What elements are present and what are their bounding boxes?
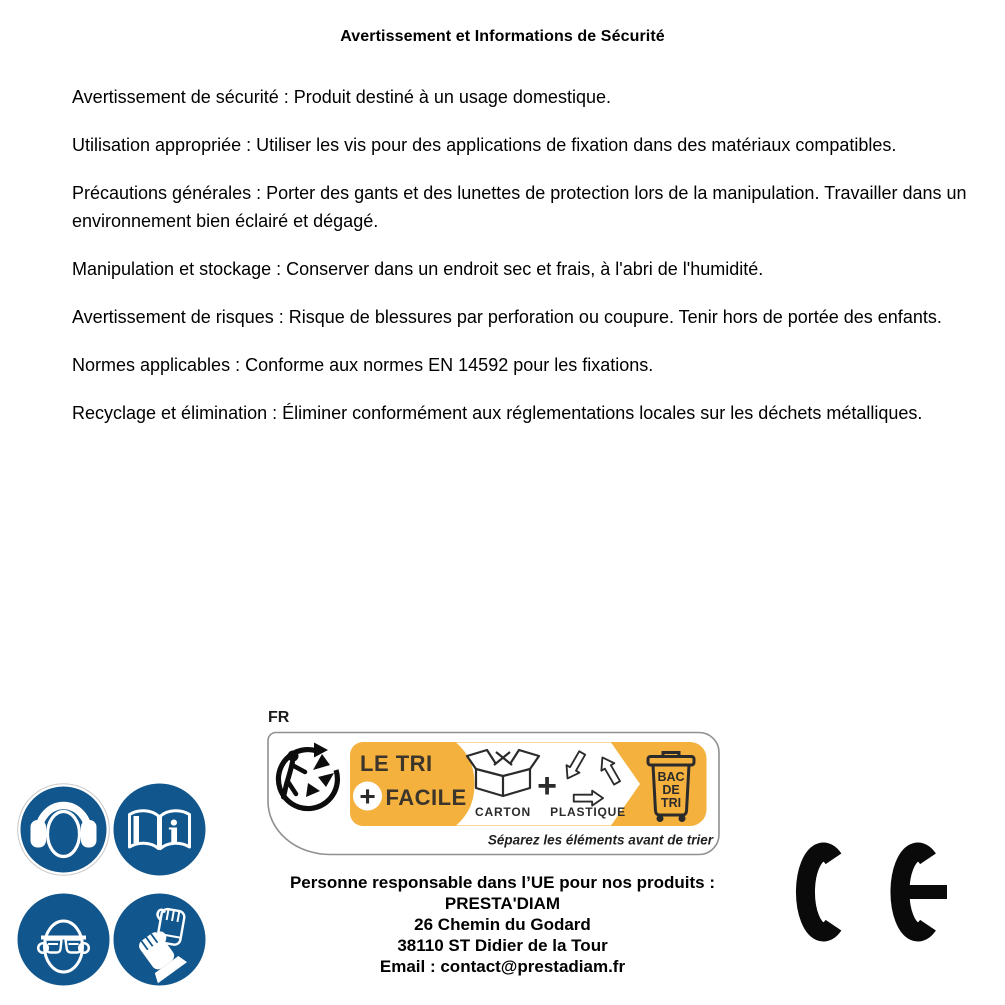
safety-paragraph: Avertissement de sécurité : Produit destiné à un usage domestique. xyxy=(72,87,611,107)
read-instruction-manual-icon xyxy=(113,783,206,876)
tri-headline-top: LE TRI xyxy=(360,751,433,776)
info-tri-banner xyxy=(266,731,721,856)
safety-paragraph: Recyclage et élimination : Éliminer conformément aux réglementations locales sur les déchets métalliques. xyxy=(72,403,923,423)
safety-paragraph: Manipulation et stockage : Conserver dans un endroit sec et frais, à l'abri de l'humidité. xyxy=(72,259,764,279)
manual-i-glyph: i xyxy=(167,813,181,853)
sorting-instruction: Séparez les éléments avant de trier xyxy=(487,832,713,848)
safety-paragraph: Utilisation appropriée : Utiliser les vis pour des applications de fixation dans des matériaux compatibles. xyxy=(72,135,897,155)
wear-protective-gloves-icon xyxy=(113,893,206,986)
plus-separator: + xyxy=(537,767,557,805)
safety-paragraph: Normes applicables : Conforme aux normes EN 14592 pour les fixations. xyxy=(72,355,654,375)
responsible-company: PRESTA'DIAM xyxy=(444,894,561,913)
responsible-city: 38110 ST Didier de la Tour xyxy=(397,936,608,955)
ce-marking-icon xyxy=(795,842,955,942)
wear-ear-protection-icon xyxy=(17,783,110,876)
page-title: Avertissement et Informations de Sécurité xyxy=(340,28,665,45)
wear-eye-protection-icon xyxy=(17,893,110,986)
plus-badge-icon: + xyxy=(359,780,376,812)
safety-paragraph: Précautions générales : Porter des gants et des lunettes de protection lors de la manipulation. Travailler dans un environnement bien éclairé et dégagé. xyxy=(72,183,967,231)
bin-label-line: DE xyxy=(662,783,680,797)
carton-label: CARTON xyxy=(475,805,531,819)
ce-marking-glyphs xyxy=(795,842,955,942)
responsible-person-block xyxy=(230,872,775,977)
fr-country-label: FR xyxy=(268,709,290,726)
responsible-email: Email : contact@prestadiam.fr xyxy=(379,957,626,976)
bin-label-line: TRI xyxy=(660,796,682,810)
responsible-street: 26 Chemin du Godard xyxy=(414,915,591,934)
tri-headline-bottom: FACILE xyxy=(385,785,467,810)
responsible-heading: Personne responsable dans l’UE pour nos produits : xyxy=(289,873,716,892)
safety-paragraph: Avertissement de risques : Risque de blessures par perforation ou coupure. Tenir hors de portée des enfants. xyxy=(72,307,942,327)
safety-text-block xyxy=(72,83,984,447)
bin-label-line: BAC xyxy=(657,770,685,784)
plastique-label: PLASTIQUE xyxy=(550,805,626,819)
mandatory-pictograms xyxy=(17,783,206,986)
